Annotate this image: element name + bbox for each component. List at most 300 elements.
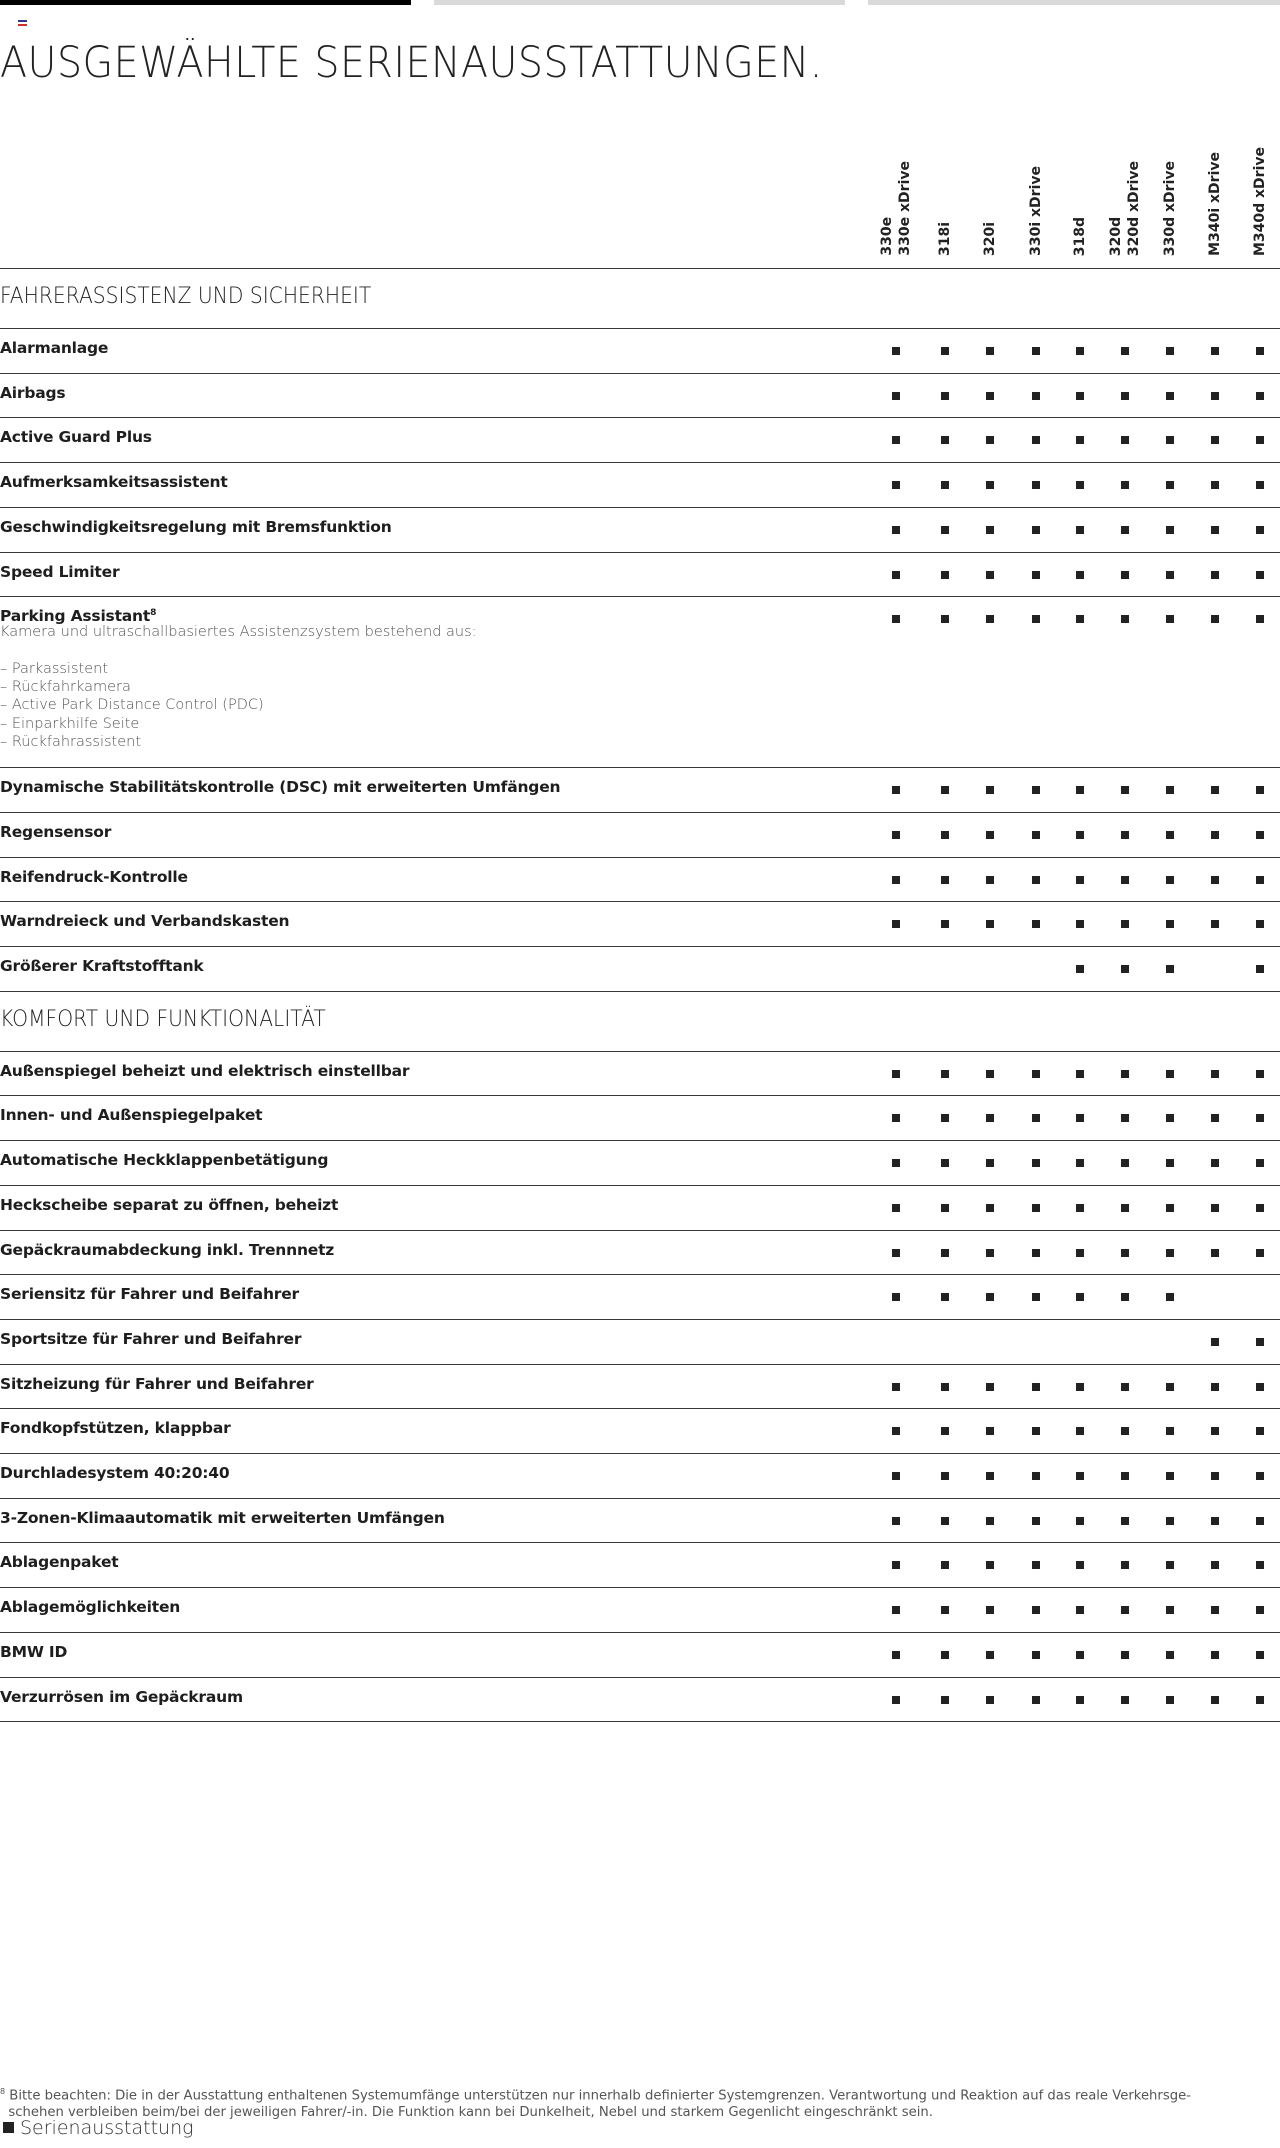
standard-equipment-mark xyxy=(1256,347,1264,355)
feature-label: Größerer Kraftstofftank xyxy=(0,957,204,975)
standard-equipment-mark xyxy=(986,920,994,928)
feature-label: Verzurrösen im Gepäckraum xyxy=(0,1687,243,1706)
standard-equipment-mark xyxy=(1166,1204,1174,1212)
standard-equipment-mark xyxy=(941,1472,949,1480)
standard-equipment-mark xyxy=(986,1696,994,1704)
feature-label: Gepäckraumabdeckung inkl. Trennnetz xyxy=(0,1240,335,1259)
standard-equipment-mark xyxy=(941,1651,949,1659)
standard-equipment-mark xyxy=(1032,1159,1040,1167)
standard-equipment-mark xyxy=(941,920,949,928)
standard-equipment-mark xyxy=(1121,347,1129,355)
table-rule xyxy=(0,328,1280,329)
standard-equipment-mark xyxy=(986,615,994,623)
standard-equipment-mark xyxy=(1121,1561,1129,1569)
standard-equipment-mark xyxy=(1032,876,1040,884)
table-rule xyxy=(0,1185,1280,1186)
model-column-header: 330d xDrive xyxy=(1162,160,1178,256)
standard-equipment-mark xyxy=(892,786,900,794)
standard-equipment-mark xyxy=(1211,786,1219,794)
standard-equipment-mark xyxy=(1256,1383,1264,1391)
standard-equipment-mark xyxy=(1166,1517,1174,1525)
standard-equipment-mark xyxy=(892,1427,900,1435)
standard-equipment-mark xyxy=(1166,786,1174,794)
table-rule xyxy=(0,1408,1280,1409)
feature-label: Seriensitz für Fahrer und Beifahrer xyxy=(0,1285,299,1304)
feature-label: Active Guard Plus xyxy=(0,428,152,447)
feature-label: Fondkopfstützen, klappbar xyxy=(0,1419,231,1438)
standard-equipment-mark xyxy=(1166,1114,1174,1122)
standard-equipment-mark xyxy=(986,526,994,534)
standard-equipment-mark xyxy=(941,392,949,400)
footnote xyxy=(0,2083,1280,2121)
model-column-header: 330i xDrive xyxy=(1028,166,1044,256)
standard-equipment-mark xyxy=(941,1293,949,1301)
standard-equipment-mark xyxy=(1032,1517,1040,1525)
standard-equipment-mark xyxy=(1121,1427,1129,1435)
feature-label: Außenspiegel beheizt und elektrisch einstellbar xyxy=(0,1061,410,1080)
table-rule xyxy=(0,1677,1280,1678)
model-column-header: 320d 320d xDrive xyxy=(1108,160,1142,256)
model-column-header: 318i xyxy=(937,221,953,256)
table-rule xyxy=(0,1542,1280,1543)
standard-equipment-mark xyxy=(1166,526,1174,534)
table-rule xyxy=(0,1230,1280,1231)
standard-equipment-mark xyxy=(1166,436,1174,444)
standard-equipment-mark xyxy=(1211,1696,1219,1704)
standard-equipment-mark xyxy=(1256,1696,1264,1704)
standard-equipment-mark xyxy=(1211,615,1219,623)
standard-equipment-mark xyxy=(1032,347,1040,355)
standard-equipment-mark xyxy=(1032,392,1040,400)
standard-equipment-mark xyxy=(1256,392,1264,400)
standard-equipment-mark xyxy=(1076,876,1084,884)
standard-equipment-mark xyxy=(1076,347,1084,355)
standard-equipment-mark xyxy=(1032,1070,1040,1078)
standard-equipment-mark xyxy=(1076,831,1084,839)
standard-equipment-mark xyxy=(1076,1696,1084,1704)
standard-equipment-mark xyxy=(1166,615,1174,623)
standard-equipment-mark xyxy=(1211,1338,1219,1346)
progress-segment xyxy=(434,0,845,5)
standard-equipment-mark xyxy=(1211,1070,1219,1078)
standard-equipment-mark xyxy=(1166,876,1174,884)
standard-equipment-mark xyxy=(986,786,994,794)
standard-equipment-mark xyxy=(1076,786,1084,794)
table-rule xyxy=(0,1498,1280,1499)
feature-label: Geschwindigkeitsregelung mit Bremsfunktion xyxy=(0,517,392,536)
standard-equipment-mark xyxy=(1211,571,1219,579)
standard-equipment-mark xyxy=(1032,436,1040,444)
standard-equipment-mark xyxy=(892,876,900,884)
feature-label: Reifendruck-Kontrolle xyxy=(0,867,188,886)
standard-equipment-mark xyxy=(1166,571,1174,579)
standard-equipment-mark xyxy=(1121,1472,1129,1480)
standard-equipment-mark xyxy=(1256,876,1264,884)
standard-equipment-mark xyxy=(1256,615,1264,623)
standard-equipment-mark xyxy=(1211,876,1219,884)
standard-equipment-mark xyxy=(986,1427,994,1435)
standard-equipment-mark xyxy=(986,392,994,400)
standard-equipment-mark xyxy=(941,1383,949,1391)
standard-equipment-mark xyxy=(986,1651,994,1659)
standard-equipment-mark xyxy=(1032,526,1040,534)
standard-equipment-mark xyxy=(941,1159,949,1167)
standard-equipment-mark xyxy=(1032,786,1040,794)
standard-equipment-mark xyxy=(1256,1114,1264,1122)
standard-equipment-mark xyxy=(892,1249,900,1257)
standard-equipment-mark xyxy=(941,1204,949,1212)
standard-equipment-mark xyxy=(1166,965,1174,973)
standard-equipment-mark xyxy=(941,786,949,794)
feature-label: Sportsitze für Fahrer und Beifahrer xyxy=(0,1329,302,1348)
standard-equipment-mark xyxy=(1256,1427,1264,1435)
standard-equipment-mark xyxy=(1211,920,1219,928)
standard-equipment-mark xyxy=(892,1696,900,1704)
standard-equipment-mark xyxy=(1032,1472,1040,1480)
standard-equipment-mark xyxy=(1256,965,1264,973)
standard-equipment-mark xyxy=(892,1070,900,1078)
standard-equipment-mark xyxy=(892,1472,900,1480)
standard-equipment-mark xyxy=(1032,1696,1040,1704)
standard-equipment-mark xyxy=(1166,481,1174,489)
standard-equipment-mark xyxy=(1076,1427,1084,1435)
standard-equipment-mark xyxy=(941,831,949,839)
standard-equipment-mark xyxy=(1076,571,1084,579)
standard-equipment-mark xyxy=(986,436,994,444)
standard-equipment-mark xyxy=(1076,1472,1084,1480)
standard-equipment-mark xyxy=(1121,481,1129,489)
standard-equipment-mark xyxy=(1121,392,1129,400)
standard-equipment-mark xyxy=(1121,615,1129,623)
standard-equipment-mark xyxy=(1032,1427,1040,1435)
standard-equipment-mark xyxy=(1121,1204,1129,1212)
standard-equipment-mark xyxy=(1211,1517,1219,1525)
footnote-marker: 8 xyxy=(0,2087,6,2096)
standard-equipment-mark xyxy=(1166,392,1174,400)
standard-equipment-mark xyxy=(1076,615,1084,623)
standard-equipment-mark xyxy=(1076,526,1084,534)
standard-equipment-mark xyxy=(1166,1159,1174,1167)
standard-equipment-mark xyxy=(986,1070,994,1078)
standard-equipment-mark xyxy=(986,1293,994,1301)
standard-equipment-mark xyxy=(1032,1204,1040,1212)
standard-equipment-mark xyxy=(1256,1561,1264,1569)
standard-equipment-mark xyxy=(1121,786,1129,794)
standard-equipment-mark xyxy=(1166,1427,1174,1435)
flag-icon xyxy=(18,20,27,27)
standard-equipment-mark xyxy=(1121,876,1129,884)
standard-equipment-mark xyxy=(892,526,900,534)
standard-equipment-mark xyxy=(1256,1159,1264,1167)
standard-equipment-mark xyxy=(1032,831,1040,839)
table-rule xyxy=(0,991,1280,992)
standard-equipment-mark xyxy=(892,1517,900,1525)
standard-equipment-mark xyxy=(1121,1696,1129,1704)
standard-equipment-mark xyxy=(892,1651,900,1659)
standard-equipment-mark xyxy=(1211,481,1219,489)
standard-equipment-mark xyxy=(941,571,949,579)
standard-equipment-mark xyxy=(1211,831,1219,839)
standard-equipment-mark xyxy=(1256,920,1264,928)
standard-equipment-mark xyxy=(1076,1070,1084,1078)
standard-equipment-mark xyxy=(941,1114,949,1122)
standard-equipment-mark xyxy=(1211,1114,1219,1122)
model-column-header: 330e 330e xDrive xyxy=(879,161,913,256)
standard-equipment-mark xyxy=(1121,1159,1129,1167)
standard-equipment-mark xyxy=(986,876,994,884)
standard-equipment-mark xyxy=(986,571,994,579)
standard-equipment-mark xyxy=(1076,1606,1084,1614)
standard-equipment-mark xyxy=(1032,615,1040,623)
standard-equipment-mark xyxy=(1076,436,1084,444)
standard-equipment-mark xyxy=(1166,1561,1174,1569)
standard-equipment-mark xyxy=(986,1249,994,1257)
standard-equipment-square-icon xyxy=(3,2122,14,2133)
standard-equipment-mark xyxy=(892,436,900,444)
standard-equipment-mark xyxy=(1121,1114,1129,1122)
standard-equipment-mark xyxy=(1166,1696,1174,1704)
standard-equipment-mark xyxy=(986,1606,994,1614)
table-rule xyxy=(0,946,1280,947)
standard-equipment-mark xyxy=(892,920,900,928)
model-column-header: M340i xDrive xyxy=(1207,152,1223,256)
standard-equipment-mark xyxy=(892,1293,900,1301)
standard-equipment-mark xyxy=(1256,1606,1264,1614)
table-rule xyxy=(0,1364,1280,1365)
standard-equipment-mark xyxy=(941,1070,949,1078)
standard-equipment-mark xyxy=(1121,1070,1129,1078)
standard-equipment-mark xyxy=(1076,1159,1084,1167)
standard-equipment-mark xyxy=(1211,1204,1219,1212)
standard-equipment-mark xyxy=(1256,436,1264,444)
standard-equipment-mark xyxy=(1121,965,1129,973)
standard-equipment-mark xyxy=(1166,831,1174,839)
table-rule xyxy=(0,1632,1280,1633)
standard-equipment-mark xyxy=(986,1114,994,1122)
standard-equipment-mark xyxy=(1076,1204,1084,1212)
standard-equipment-mark xyxy=(1032,1561,1040,1569)
standard-equipment-mark xyxy=(1256,1517,1264,1525)
standard-equipment-mark xyxy=(1256,1338,1264,1346)
table-rule xyxy=(0,552,1280,553)
table-rule xyxy=(0,1587,1280,1588)
feature-label: Sitzheizung für Fahrer und Beifahrer xyxy=(0,1374,314,1393)
standard-equipment-mark xyxy=(941,1561,949,1569)
table-rule xyxy=(0,1721,1280,1722)
standard-equipment-mark xyxy=(1076,392,1084,400)
standard-equipment-mark xyxy=(1121,1249,1129,1257)
standard-equipment-mark xyxy=(986,831,994,839)
standard-equipment-mark xyxy=(986,1383,994,1391)
standard-equipment-mark xyxy=(941,1606,949,1614)
standard-equipment-mark xyxy=(1256,831,1264,839)
standard-equipment-mark xyxy=(1121,526,1129,534)
feature-label: Alarmanlage xyxy=(0,339,109,357)
footnote-marker: 8 xyxy=(150,608,157,619)
feature-label: BMW ID xyxy=(0,1642,68,1661)
feature-label: Dynamische Stabilitätskontrolle (DSC) mit erweiterten Umfängen xyxy=(0,778,561,797)
standard-equipment-mark xyxy=(1076,1651,1084,1659)
standard-equipment-mark xyxy=(1032,481,1040,489)
standard-equipment-mark xyxy=(1032,1606,1040,1614)
feature-label: Aufmerksamkeitsassistent xyxy=(0,473,228,492)
standard-equipment-mark xyxy=(1076,1383,1084,1391)
standard-equipment-mark xyxy=(1076,1249,1084,1257)
standard-equipment-mark xyxy=(1211,1472,1219,1480)
feature-label: Warndreieck und Verbandskasten xyxy=(0,912,290,931)
standard-equipment-mark xyxy=(1032,571,1040,579)
standard-equipment-mark xyxy=(941,526,949,534)
table-rule xyxy=(0,1453,1280,1454)
table-rule xyxy=(0,1140,1280,1141)
standard-equipment-mark xyxy=(892,1561,900,1569)
standard-equipment-mark xyxy=(986,1472,994,1480)
standard-equipment-mark xyxy=(941,876,949,884)
standard-equipment-mark xyxy=(1076,920,1084,928)
standard-equipment-mark xyxy=(1166,1249,1174,1257)
standard-equipment-mark xyxy=(986,1159,994,1167)
standard-equipment-mark xyxy=(1166,1293,1174,1301)
standard-equipment-mark xyxy=(1076,1561,1084,1569)
standard-equipment-mark xyxy=(1166,1070,1174,1078)
standard-equipment-mark xyxy=(892,1159,900,1167)
standard-equipment-mark xyxy=(1076,481,1084,489)
standard-equipment-mark xyxy=(941,615,949,623)
standard-equipment-mark xyxy=(1256,1472,1264,1480)
standard-equipment-mark xyxy=(1166,1651,1174,1659)
feature-label: 3-Zonen-Klimaautomatik mit erweiterten Umfängen xyxy=(0,1508,445,1527)
feature-label: Durchladesystem 40:20:40 xyxy=(0,1464,230,1482)
standard-equipment-mark xyxy=(941,1517,949,1525)
footnote-text: Bitte beachten: Die in der Ausstattung enthaltenen Systemumfänge unterstützen nur innerhalb definierter Systemgrenzen. Verantwortung und Reaktion auf das reale Verkehrsge- schehen verbleiben beim/bei der jeweiligen Fahrer/-in. Die Funktion kann bei Dunkelheit, Nebel und starkem Gegenlicht eingeschränkt sein. xyxy=(8,2088,1191,2121)
standard-equipment-mark xyxy=(1211,436,1219,444)
table-rule xyxy=(0,901,1280,902)
standard-equipment-mark xyxy=(986,347,994,355)
standard-equipment-mark xyxy=(1166,1606,1174,1614)
standard-equipment-mark xyxy=(1121,920,1129,928)
standard-equipment-mark xyxy=(1256,1651,1264,1659)
table-rule xyxy=(0,767,1280,768)
standard-equipment-mark xyxy=(892,831,900,839)
standard-equipment-mark xyxy=(1121,1293,1129,1301)
standard-equipment-mark xyxy=(941,347,949,355)
feature-label: Airbags xyxy=(0,383,66,402)
standard-equipment-mark xyxy=(1032,920,1040,928)
progress-segment-active xyxy=(0,0,411,5)
feature-label: Ablagenpaket xyxy=(0,1553,119,1572)
standard-equipment-mark xyxy=(1211,526,1219,534)
table-rule xyxy=(0,1095,1280,1096)
standard-equipment-mark xyxy=(1256,526,1264,534)
standard-equipment-mark xyxy=(892,481,900,489)
progress-segment xyxy=(868,0,1280,5)
model-header xyxy=(0,140,1280,268)
standard-equipment-mark xyxy=(1211,347,1219,355)
feature-label: Speed Limiter xyxy=(0,562,120,581)
standard-equipment-mark xyxy=(1121,1606,1129,1614)
standard-equipment-mark xyxy=(1032,1383,1040,1391)
section-title: FAHRERASSISTENZ UND SICHERHEIT xyxy=(0,284,372,309)
page-progress-bar xyxy=(0,0,1280,5)
standard-equipment-mark xyxy=(1032,1249,1040,1257)
feature-label: Heckscheibe separat zu öffnen, beheizt xyxy=(0,1195,339,1214)
legend xyxy=(0,2117,194,2139)
standard-equipment-mark xyxy=(1166,920,1174,928)
standard-equipment-mark xyxy=(1256,481,1264,489)
standard-equipment-mark xyxy=(892,1114,900,1122)
standard-equipment-mark xyxy=(1121,1383,1129,1391)
table-rule xyxy=(0,462,1280,463)
standard-equipment-mark xyxy=(941,436,949,444)
standard-equipment-mark xyxy=(1032,1114,1040,1122)
feature-label: Innen- und Außenspiegelpaket xyxy=(0,1106,263,1125)
standard-equipment-mark xyxy=(1211,1383,1219,1391)
feature-description: Kamera und ultraschallbasiertes Assistenzsystem bestehend aus: – Parkassistent – Rückfahrkamera – Active Park Distance Control (PDC) – Einparkhilfe Seite – Rückfahrassistent xyxy=(0,624,477,750)
standard-equipment-mark xyxy=(941,1696,949,1704)
feature-label: Automatische Heckklappenbetätigung xyxy=(0,1151,329,1170)
standard-equipment-mark xyxy=(1032,1293,1040,1301)
standard-equipment-mark xyxy=(1166,1472,1174,1480)
standard-equipment-mark xyxy=(986,1204,994,1212)
standard-equipment-mark xyxy=(1211,392,1219,400)
table-rule xyxy=(0,857,1280,858)
standard-equipment-mark xyxy=(1121,571,1129,579)
table-rule xyxy=(0,1319,1280,1320)
table-rule xyxy=(0,1274,1280,1275)
standard-equipment-mark xyxy=(892,1383,900,1391)
standard-equipment-mark xyxy=(1166,347,1174,355)
table-rule xyxy=(0,373,1280,374)
standard-equipment-mark xyxy=(1211,1606,1219,1614)
table-rule xyxy=(0,1051,1280,1052)
model-column-header: M340d xDrive xyxy=(1252,146,1268,256)
table-rule xyxy=(0,596,1280,597)
standard-equipment-mark xyxy=(1121,831,1129,839)
standard-equipment-mark xyxy=(1121,436,1129,444)
section-title: KOMFORT UND FUNKTIONALITÄT xyxy=(0,1006,326,1032)
standard-equipment-mark xyxy=(1211,1561,1219,1569)
model-column-header: 320i xyxy=(982,221,998,256)
standard-equipment-mark xyxy=(892,1606,900,1614)
standard-equipment-mark xyxy=(986,1561,994,1569)
standard-equipment-mark xyxy=(1256,1249,1264,1257)
standard-equipment-mark xyxy=(1256,1070,1264,1078)
page-title: AUSGEWÄHLTE SERIENAUSSTATTUNGEN. xyxy=(0,38,823,88)
standard-equipment-mark xyxy=(1211,1159,1219,1167)
standard-equipment-mark xyxy=(892,347,900,355)
table-rule xyxy=(0,268,1280,269)
standard-equipment-mark xyxy=(892,615,900,623)
feature-label: Regensensor xyxy=(0,822,112,841)
standard-equipment-mark xyxy=(986,1517,994,1525)
standard-equipment-mark xyxy=(1256,571,1264,579)
standard-equipment-mark xyxy=(1166,1383,1174,1391)
standard-equipment-mark xyxy=(1121,1517,1129,1525)
standard-equipment-mark xyxy=(1211,1651,1219,1659)
standard-equipment-mark xyxy=(892,1204,900,1212)
feature-label: Ablagemöglichkeiten xyxy=(0,1598,181,1617)
standard-equipment-mark xyxy=(892,392,900,400)
model-column-header: 318d xyxy=(1072,216,1088,256)
table-rule xyxy=(0,812,1280,813)
standard-equipment-mark xyxy=(1211,1249,1219,1257)
standard-equipment-mark xyxy=(892,571,900,579)
standard-equipment-mark xyxy=(941,1427,949,1435)
standard-equipment-mark xyxy=(1256,1204,1264,1212)
standard-equipment-mark xyxy=(1076,1293,1084,1301)
standard-equipment-mark xyxy=(941,1249,949,1257)
standard-equipment-mark xyxy=(986,481,994,489)
